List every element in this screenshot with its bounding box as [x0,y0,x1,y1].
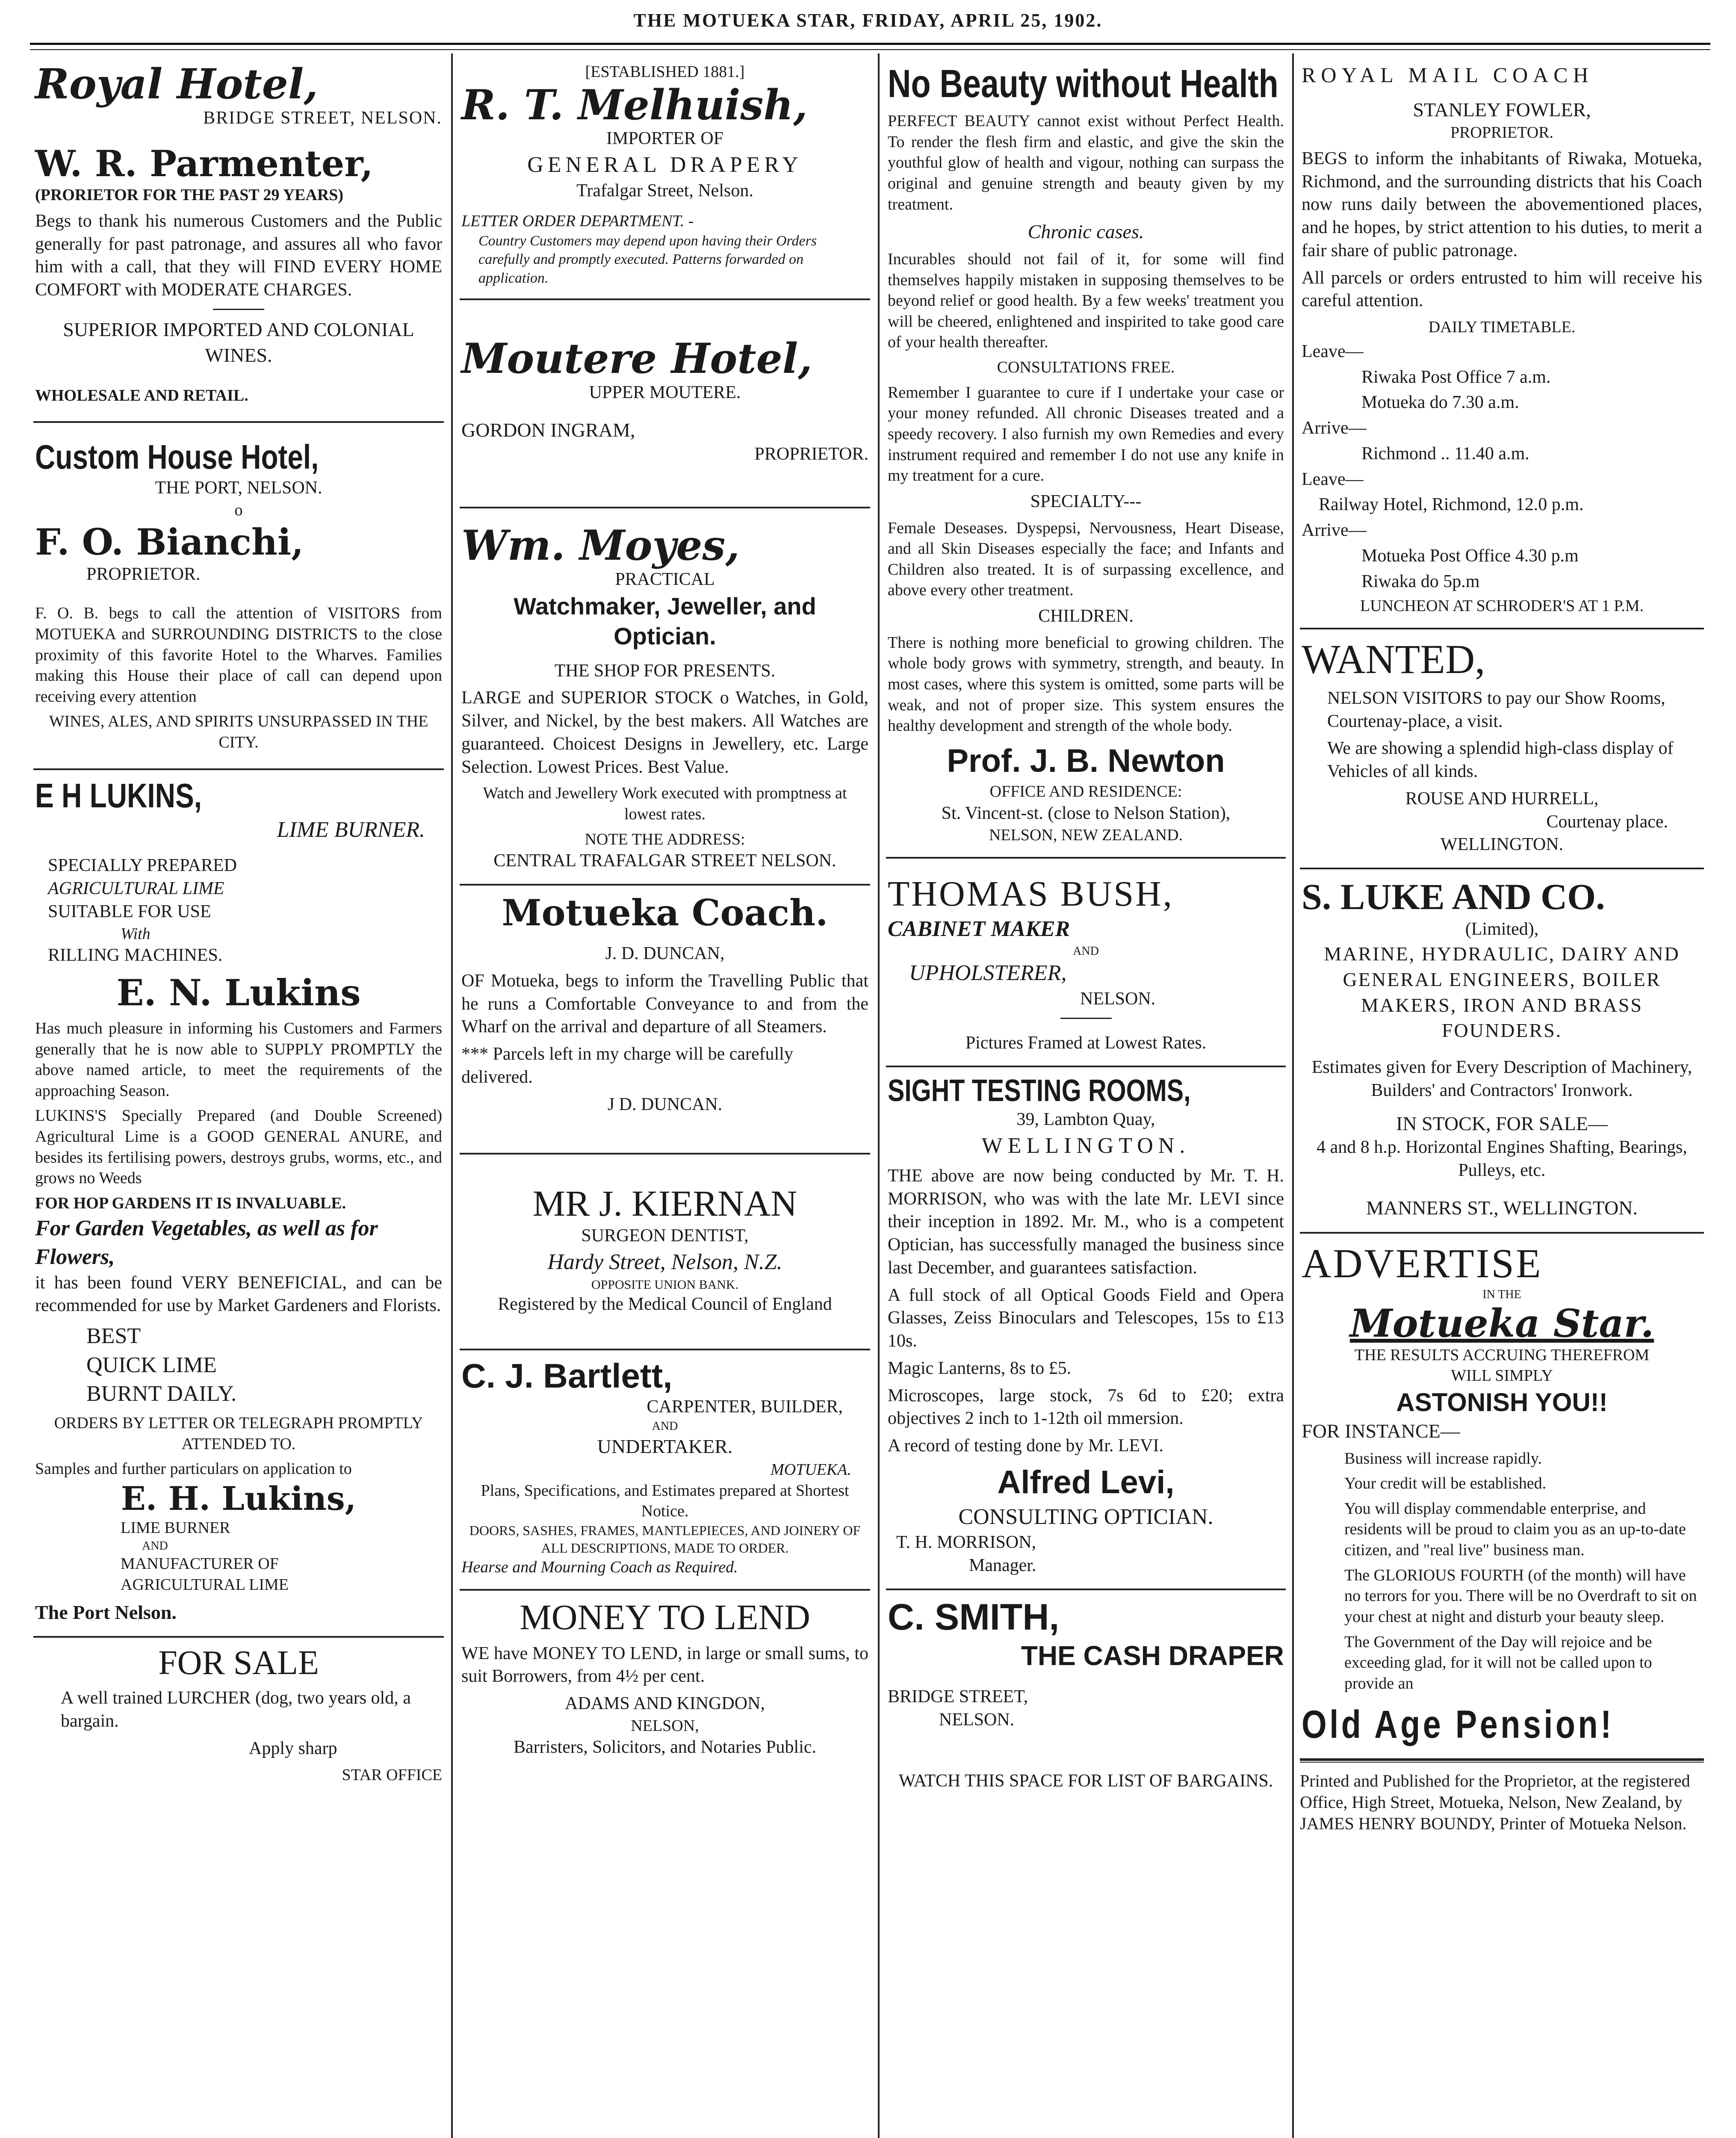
ad-city: NELSON, NEW ZEALAND. [989,826,1183,845]
ad-manager-role: Manager. [969,1556,1036,1576]
ad-best: BEST [86,1324,141,1349]
ad-results: THE RESULTS ACCRUING THEREFROM [1354,1346,1650,1364]
ad-moyes [460,508,870,886]
timetable-row: Riwaka Post Office 7 a.m. [1361,367,1551,387]
ad-body: NELSON VISITORS to pay our Show Rooms, Courtenay-place, a visit. [1327,688,1665,731]
ad-role: CABINET MAKER [888,916,1070,941]
ad-role: MARINE, HYDRAULIC, DAIRY AND GENERAL ENGINEERS, BOILER MAKERS, IRON AND BRASS FOUNDERS. [1324,942,1680,1042]
ad-orders: ORDERS BY LETTER OR TELEGRAPH PROMPTLY ATTENDED TO. [54,1414,423,1453]
top-rule [30,43,1710,50]
ad-item: The GLORIOUS FOURTH (of the month) will have no terrors for you. There will be no Overdraft to sit on your chest at night and disturb your beauty sleep. [1344,1566,1697,1626]
ad-wholesale: WHOLESALE AND RETAIL. [35,386,248,405]
ad-title: ADVERTISE [1302,1240,1543,1286]
ad-body: PERFECT BEAUTY cannot exist without Perfect Health. To render the flesh firm and elastic, and give the skin the youthful glow of health and vigour, nothing can surpass the original and genuine strength and beauty given by my treatment. [888,112,1284,213]
timetable-row: Railway Hotel, Richmond, 12.0 p.m. [1319,495,1584,515]
ad-item: Business will increase rapidly. [1344,1449,1542,1468]
ad-role: PROPRIETOR. [86,564,201,584]
ad-body: We are showing a splendid high-class display of Vehicles of all kinds. [1327,738,1674,782]
ad-line: RILLING MACHINES. [48,945,223,966]
ad-stock: A full stock of all Optical Goods Field and Opera Glasses, Zeiss Binoculars and Telescopes, 15s to £13 10s. [888,1285,1284,1351]
ad-title: MONEY TO LEND [520,1597,810,1637]
ad-beauty [886,56,1286,859]
masthead: THE MOTUEKA STAR, FRIDAY, APRIL 25, 1902. [633,10,1103,31]
timetable-row: Richmond .. 11.40 a.m. [1361,443,1529,464]
ad-practical: PRACTICAL [615,569,715,589]
ad-estimates: Estimates given for Every Description of Machinery, Builders' and Contractors' Ironwork. [1311,1057,1692,1100]
ad-pictures: Pictures Framed at Lowest Rates. [965,1033,1207,1053]
ad-children: CHILDREN. [1038,606,1134,626]
ad-place: NELSON. [1080,989,1156,1009]
timetable-label: Leave— [1302,469,1364,489]
ad-place: UPPER MOUTERE. [589,383,741,403]
ad-letter: LETTER ORDER DEPARTMENT. - [461,212,694,230]
ad-wanted [1300,629,1704,869]
ad-drapery: GENERAL DRAPERY [527,152,803,177]
ad-body: Begs to thank his numerous Customers and the Public generally for past patronage, and assures all who favor him with a call, that they will FIND EVERY HOME COMFORT with MODERATE CHARGES. [35,211,442,300]
ad-role: CARPENTER, BUILDER, [647,1397,843,1417]
ad-astonish: ASTONISH YOU!! [1396,1388,1608,1417]
ad-title: C. J. Bartlett, [461,1356,673,1395]
ad-city: WELLINGTON. [981,1134,1190,1158]
timetable-row: Motueka do 7.30 a.m. [1361,393,1519,413]
ad-record: A record of testing done by Mr. LEVI. [888,1436,1164,1456]
ad-custom-house [33,423,444,770]
ad-moutere-hotel [460,300,870,508]
ad-timetable: DAILY TIMETABLE. [1428,318,1576,337]
ad-body: Plans, Specifications, and Estimates prepared at Shortest Notice. [481,1481,849,1521]
timetable-label: Arrive— [1302,520,1367,540]
divider [213,309,264,310]
ad-importer: IMPORTER OF [606,129,724,149]
ad-role: UNDERTAKER. [597,1435,733,1458]
ad-samples: Samples and further particulars on application to [35,1460,352,1478]
ad-firm: ROUSE AND HURRELL, [1405,788,1599,809]
ad-parcels: *** Parcels left in my charge will be carefully delivered. [461,1044,793,1087]
ad-years: (PRORIETOR FOR THE PAST 29 YEARS) [35,186,344,204]
ad-chronic: Chronic cases. [1027,221,1144,243]
ad-name: J. D. DUNCAN, [605,944,725,964]
ad-pension: Old Age Pension! [1302,1703,1614,1747]
ad-lunch: LUNCHEON AT SCHRODER'S AT 1 P.M. [1360,597,1644,615]
ad-office: STAR OFFICE [342,1766,442,1784]
ad-stock: IN STOCK, FOR SALE— [1396,1112,1608,1134]
column-rule [451,53,453,2138]
ad-instance: FOR INSTANCE— [1302,1420,1460,1442]
ad-established: [ESTABLISHED 1881.] [585,63,745,81]
ad-hop: FOR HOP GARDENS IT IS INVALUABLE. [35,1194,346,1212]
ad-role: THE CASH DRAPER [1021,1640,1284,1671]
ad-micro: Microscopes, large stock, 7s 6d to £20; extra objectives 2 inch to 1-12th oil mmersion. [888,1385,1284,1429]
ad-address: THE PORT, NELSON. [155,478,322,498]
ad-sign: J D. DUNCAN. [607,1094,723,1114]
ad-item: You will display commendable enterprise, and residents will be proud to claim you as an up-to-date citizen, and "real live" business man. [1344,1499,1686,1559]
ad-thomas-bush [886,859,1286,1068]
ad-title: No Beauty without Health [888,62,1278,106]
ad-opposite: OPPOSITE UNION BANK. [591,1277,739,1292]
ad-body: Female Deseases. Dyspepsi, Nervousness, Heart Disease, and all Skin Diseases especially the face; and Infants and Children also treated. It is of surpassing excellence, and above every other treatment. [888,519,1284,599]
ad-kiernan [460,1155,870,1350]
ad-title: ROYAL MAIL COACH [1302,63,1594,87]
ad-place: The Port Nelson. [35,1601,177,1623]
ad-magic: Magic Lanterns, 8s to £5. [888,1358,1072,1378]
timetable-label: Leave— [1302,341,1364,361]
ad-role: LIME BURNER. [277,817,425,842]
ad-s-luke [1300,869,1704,1234]
ad-paper-name: Motueka Star. [1349,1300,1654,1346]
ad-title: Motueka Coach. [502,892,828,934]
ad-will: WILL SIMPLY [1451,1367,1553,1385]
ad-address: BRIDGE STREET, [888,1686,1028,1707]
ad-advertise [1300,1234,1704,1760]
ad-c-smith [886,1590,1286,1804]
ad-address: Trafalgar Street, Nelson. [576,180,753,201]
ad-place: NELSON, [631,1716,699,1735]
ad-address: MANNERS ST., WELLINGTON. [1366,1196,1638,1219]
ad-title: MR J. KIERNAN [532,1183,797,1224]
ad-best: QUICK LIME [86,1352,217,1377]
ad-title: C. SMITH, [888,1596,1060,1638]
ad-place: Courtenay place. [1546,812,1668,832]
ad-title: E H LUKINS, [35,776,202,815]
column-rule [1292,53,1294,2138]
ad-motueka-coach [460,886,870,1155]
ad-title: SIGHT TESTING ROOMS, [888,1074,1191,1108]
ad-city: WELLINGTON. [1440,835,1564,855]
ad-address: CENTRAL TRAFALGAR STREET NELSON. [493,851,836,871]
ad-body: LUKINS'S Specially Prepared (and Double Screened) Agricultural Lime is a GOOD GENERAL ANURE, and besides its fertilising powers, destroys grubs, worms, etc., and grows no Weeds [35,1107,442,1187]
ad-shop: THE SHOP FOR PRESENTS. [554,661,776,681]
ad-limited: (Limited), [1465,919,1539,939]
ad-repair: Watch and Jewellery Work executed with promptness at lowest rates. [483,784,847,824]
ad-trade: Watchmaker, Jeweller, and Optician. [514,592,816,650]
ad-name: E. H. Lukins, [121,1479,357,1518]
column-3 [886,56,1286,2138]
ad-item: The Government of the Day will rejoice and be exceeding glad, for it will not be called upon to provide an [1344,1633,1652,1692]
ad-address: Hardy Street, Nelson, N.Z. [547,1250,782,1275]
ad-royal-mail-coach [1300,56,1704,629]
ad-place: MOTUEKA. [771,1461,851,1479]
ad-body: BEGS to inform the inhabitants of Riwaka, Motueka, Richmond, and the surrounding districts that his Coach now runs daily between the abovementioned places, and he hopes, by strict attention to his duties, to merit a fair share of public patronage. [1302,148,1702,260]
ad-title: Custom House Hotel, [35,438,319,476]
ad-and: AND [652,1419,678,1433]
ad-line: AGRICULTURAL LIME [48,879,224,899]
ad-role: UPHOLSTERER, [909,961,1067,986]
ad-body: WE have MONEY TO LEND, in large or small sums, to suit Borrowers, from 4½ per cent. [461,1643,868,1686]
ad-name: GORDON INGRAM, [461,419,635,441]
ad-watch: WATCH THIS SPACE FOR LIST OF BARGAINS. [898,1771,1273,1791]
ad-body: There is nothing more beneficial to growing children. The whole body grows with symmetry, strength, and beauty. In most cases, where this system is omitted, some parts will be weak, and not of proper size. This system ensures the healthy development and strength of the whole body. [888,633,1284,735]
ad-and: AND [1073,944,1099,958]
ad-name: Prof. J. B. Newton [947,742,1225,779]
column-4 [1300,56,1704,2138]
ad-city: NELSON. [939,1710,1015,1730]
timetable-row: Riwaka do 5p.m [1361,571,1480,591]
ad-body: Remember I guarantee to cure if I undertake your case or your money refunded. All chronic Diseases treated and a speedy recovery. I also furnish my own Remedies and every instrument required and remember I do not use any knife in my treatment for a cure. [888,383,1284,485]
ad-role: PROPRIETOR. [754,444,868,464]
ad-and: AND [142,1539,168,1553]
ad-name: Alfred Levi, [997,1464,1175,1500]
ad-role: LIME BURNER [121,1518,230,1537]
ad-name: STANLEY FOWLER, [1413,98,1591,121]
ad-address: 39, Lambton Quay, [1016,1110,1155,1130]
ad-role: PROPRIETOR. [1450,124,1554,142]
ad-role: MANUFACTURER OF [121,1555,279,1573]
ad-registered: Registered by the Medical Council of England [498,1294,832,1314]
printer-imprint: Printed and Published for the Proprietor, at the registered Office, High Street, Motueka, Nelson, New Zealand, by JAMES HENRY BOUNDY, Printer of Motueka Nelson. [1300,1760,1704,1834]
ad-money-to-lend [460,1591,870,1771]
ad-engines: 4 and 8 h.p. Horizontal Engines Shafting, Bearings, Pulleys, etc. [1317,1137,1687,1181]
ad-best: BURNT DAILY. [86,1382,237,1406]
ad-body: THE above are now being conducted by Mr. T. H. MORRISON, who was with the late Mr. LEVI since their inception in 1892. Mr. M., who is a competent Optician, has successfully managed the business since last December, and guarantees satisfaction. [888,1166,1284,1278]
ad-wines: WINES, ALES, AND SPIRITS UNSURPASSED IN THE CITY. [49,712,428,752]
ad-garden: For Garden Vegetables, as well as for Flowers, [35,1216,378,1270]
timetable-label: Arrive— [1302,418,1367,438]
ad-title: WANTED, [1302,636,1485,682]
ad-title: FOR SALE [158,1644,319,1682]
ad-role: AGRICULTURAL LIME [121,1575,289,1594]
ad-note: NOTE THE ADDRESS: [585,830,745,848]
ad-line: With [121,924,151,943]
ad-address: BRIDGE STREET, NELSON. [203,108,442,128]
column-rule [878,53,880,2138]
ad-melhuish [460,56,870,300]
ad-office: OFFICE AND RESIDENCE: [989,782,1182,800]
ad-title: Royal Hotel, [35,60,318,108]
divider-mark: o [234,501,243,519]
divider [1060,1018,1112,1019]
ad-proprietor: F. O. Bianchi, [35,520,304,563]
ad-royal-hotel [33,56,444,423]
ad-title: Moutere Hotel, [461,334,812,383]
ad-item: Your credit will be established. [1344,1474,1547,1493]
ad-title: THOMAS BUSH, [888,874,1174,914]
ad-body: Has much pleasure in informing his Customers and Farmers generally that he is now able to SUPPLY PROMPTLY the above named article, to meet the requirements of the approaching Season. [35,1019,442,1100]
ad-in-the: IN THE [1482,1288,1521,1301]
ad-line: SUITABLE FOR USE [48,901,211,921]
ad-title: R. T. Melhuish, [461,80,808,129]
ad-specialty: SPECIALTY--- [1030,491,1142,511]
ad-garden-rest: it has been found VERY BENEFICIAL, and can be recommended for use by Market Gardeners and Florists. [35,1273,442,1316]
ad-body: F. O. B. begs to call the attention of VISITORS from MOTUEKA and SURROUNDING DISTRICTS to the close proximity of this favorite Hotel to the Wharves. Families making this House their place of call can depend upon receiving every attention [35,604,442,706]
ad-role: Barristers, Solicitors, and Notaries Public. [513,1737,817,1757]
ad-body: LARGE and SUPERIOR STOCK o Watches, in Gold, Silver, and Nickel, by the best makers. All Watches are guaranteed. Choicest Designs in Jewellery, etc. Large Selection. Lowest Prices. Best Value. [461,688,868,777]
ad-doors: DOORS, SASHES, FRAMES, MANTLEPIECES, AND JOINERY OF ALL DESCRIPTIONS, MADE TO ORDER. [469,1523,861,1556]
ad-body: A well trained LURCHER (dog, two years old, a bargain. [61,1688,411,1731]
ad-firm: ADAMS AND KINGDON, [565,1694,765,1714]
ad-hearse: Hearse and Mourning Coach as Required. [461,1558,738,1576]
ad-name: E. N. Lukins [116,971,361,1014]
ad-proprietor: W. R. Parmenter, [35,142,373,185]
ad-body: Incurables should not fail of it, for some will find themselves happily mistaken in supposing themselves to be beyond relief or good health. By a few weeks' treatment you will be cheered, enlightened and inspirited to take good care of your health thereafter. [888,250,1284,351]
ad-consult: CONSULTATIONS FREE. [997,358,1175,377]
ad-sight-testing [886,1067,1286,1590]
ad-apply: Apply sharp [249,1738,337,1758]
ad-role: SURGEON DENTIST, [581,1226,749,1246]
column-2 [460,56,870,2138]
ad-line: SPECIALLY PREPARED [48,856,237,876]
ad-lukins [33,770,444,1638]
column-1 [33,56,444,2138]
ad-manager: T. H. MORRISON, [896,1533,1036,1553]
ad-role: CONSULTING OPTICIAN. [958,1504,1213,1529]
timetable-row: Motueka Post Office 4.30 p.m [1361,546,1579,566]
ad-for-sale [33,1638,444,1796]
ad-title: S. LUKE AND CO. [1302,876,1605,918]
ad-letter-body: Country Customers may depend upon having their Orders carefully and promptly executed. Patterns forwarded on application. [478,233,817,286]
ad-title: Wm. Moyes, [461,521,740,570]
ad-parcels: All parcels or orders entrusted to him will receive his careful attention. [1302,268,1702,311]
ad-address: St. Vincent-st. (close to Nelson Station), [941,803,1231,823]
ad-bartlett [460,1350,870,1591]
ad-wines: SUPERIOR IMPORTED AND COLONIAL WINES. [63,318,414,366]
ad-body: OF Motueka, begs to inform the Travelling Public that he runs a Comfortable Conveyance to and from the Wharf on the arrival and departure of all Steamers. [461,971,868,1037]
